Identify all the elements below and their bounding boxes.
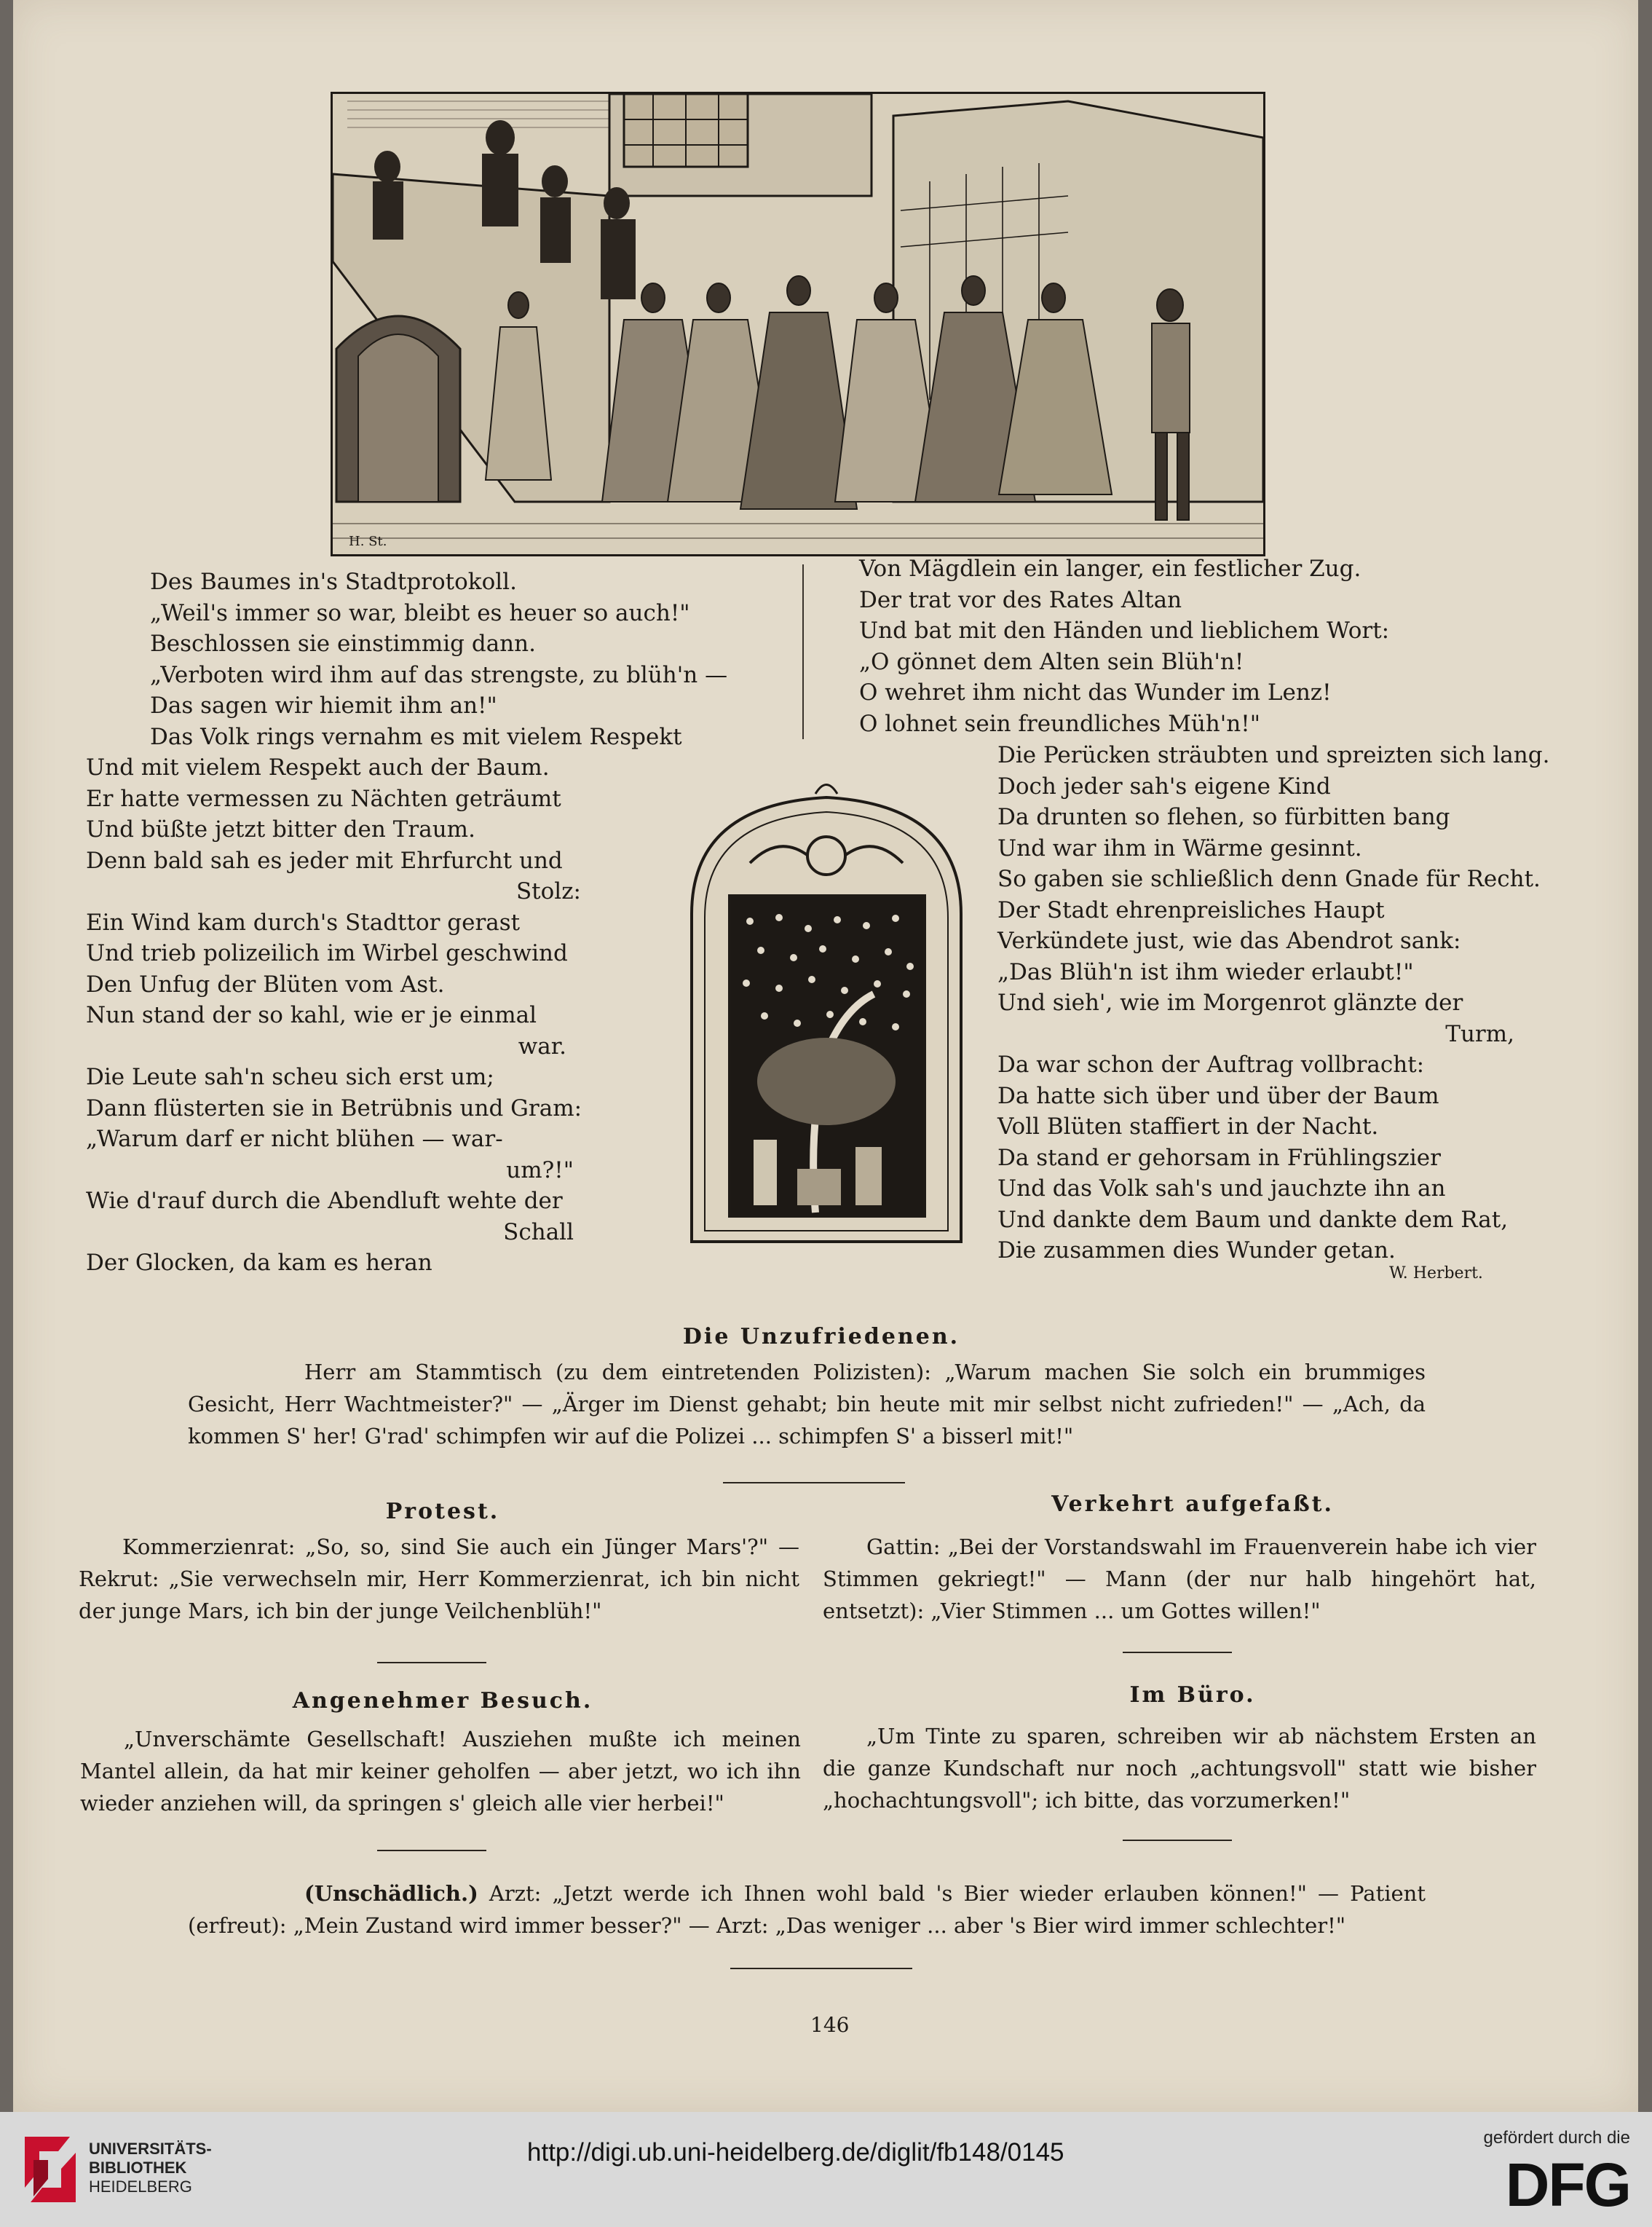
poem-line: Die zusammen dies Wunder getan. [997,1237,1396,1264]
joke-text-unschaedlich: Arzt: „Jetzt werde ich Ihnen wohl bald 's Bier wieder erlauben können!" — Patient (erfreut): „Mein Zustand wird immer besser?" — Arzt: „Das weniger ... aber 's Bier wird immer schlechter!" [188,1881,1426,1938]
column-divider [802,564,804,739]
poem-right-bottom [997,740,1550,1266]
poem-line: Da drunten so flehen, so fürbitten bang [997,804,1450,830]
section-rule [377,1850,486,1851]
poem-line: Die Perücken sträubten und spreizten sich lang. [997,742,1550,768]
poem-line: O lohnet sein freundliches Müh'n!" [859,710,1260,737]
poem-line: Ein Wind kam durch's Stadttor gerast [86,909,521,936]
poem-line: Wie d'rauf durch die Abendluft wehte der [86,1188,563,1214]
poem-line: Und war ihm in Wärme gesinnt. [997,835,1362,862]
poem-line: Und bat mit den Händen und lieblichem Wort: [859,618,1390,644]
joke-unschaedlich [188,1877,1426,1942]
poem-line: Beschlossen sie einstimmig dann. [150,631,536,657]
illustration-signature: H. St. [349,534,387,549]
poem-line: Und mit vielem Respekt auch der Baum. [86,754,550,781]
joke-text-protest: Kommerzienrat: „So, so, sind Sie auch ein Jünger Mars'?" — Rekrut: „Sie verwechseln mir, Herr Kommerzienrat, ich bin nicht der junge Mars, ich bin der junge Veilchenblüh!" [79,1534,799,1623]
poem-line: Der Stadt ehrenpreisliches Haupt [997,896,1385,923]
poem-line: war. [518,1033,566,1060]
poem-line: So gaben sie schließlich denn Gnade für Recht. [997,866,1541,892]
poem-line: Das Volk rings vernahm es mit vielem Respekt [150,723,682,750]
poem-line: „Das Blüh'n ist ihm wieder erlaubt!" [997,958,1414,985]
poem-line: Und trieb polizeilich im Wirbel geschwind [86,940,568,966]
poem-line: „O gönnet dem Alten sein Blüh'n! [859,648,1244,675]
section-rule [1123,1840,1232,1841]
poem-right-top [859,553,1514,739]
poem-line: „Verboten wird ihm auf das strengste, zu blüh'n — [150,661,728,688]
poem-line: Das sagen wir hiemit ihm an!" [150,693,497,719]
poem-line: Von Mägdlein ein langer, ein festlicher Zug. [859,556,1361,582]
joke-text-verkehrt: Gattin: „Bei der Vorstandswahl im Frauenverein habe ich vier Stimmen gekriegt!" — Mann (der nur halb hingehört hat, entsetzt): „Vier Stimmen ... um Gottes willen!" [823,1534,1536,1623]
poem-line: Den Unfug der Blüten vom Ast. [86,971,445,998]
poem-line: Die Leute sah'n scheu sich erst um; [86,1064,494,1090]
funding-note: gefördert durch die [1483,2128,1630,2148]
poem-line: Der Glocken, da kam es heran [86,1250,432,1276]
university-library-name [89,2140,212,2196]
poem-line: Denn bald sah es jeder mit Ehrfurcht und [86,847,563,874]
poem-line: Voll Blüten staffiert in der Nacht. [997,1114,1379,1140]
poem-line: Nun stand der so kahl, wie er je einmal [86,1002,537,1028]
scanned-page [13,0,1638,2112]
poem-line: Verkündete just, wie das Abendrot sank: [997,928,1461,954]
poem-left-column [86,567,728,1279]
poem-line: Und dankte dem Baum und dankte dem Rat, [997,1206,1509,1233]
joke-title-protest: Protest. [385,1499,500,1524]
poem-line: Des Baumes in's Stadtprotokoll. [150,569,517,595]
joke-title-besuch: Angenehmer Besuch. [292,1688,593,1714]
poem-line: Und das Volk sah's und jauchzte ihn an [997,1175,1446,1202]
viewer-footer [0,2112,1652,2227]
poem-line: Da war schon der Auftrag vollbracht: [997,1052,1425,1078]
poem-line: Doch jeder sah's eigene Kind [997,773,1331,800]
poem-line: Turm, [1445,1020,1514,1047]
framed-tree-illustration [670,776,983,1258]
poem-line: O wehret ihm nicht das Wunder im Lenz! [859,679,1332,706]
poem-line: um?!" [506,1156,574,1183]
top-illustration [331,92,1265,556]
section-rule [377,1662,486,1663]
joke-title-buero: Im Büro. [1129,1682,1256,1708]
poem-line: Und büßte jetzt bitter den Traum. [86,816,475,843]
poem-line: Dann flüsterten sie in Betrübnis und Gram: [86,1095,582,1122]
poem-line: Stolz: [515,878,581,904]
library-line: HEIDELBERG [89,2177,192,2196]
section-rule [730,1968,912,1969]
poem-line: „Weil's immer so war, bleibt es heuer so auch!" [150,599,690,626]
section-rule [723,1482,905,1483]
poem-line: Da hatte sich über und über der Baum [997,1082,1439,1109]
poem-line: Und sieh', wie im Morgenrot glänzte der [997,990,1463,1016]
joke-text-unzufriedenen: Herr am Stammtisch (zu dem eintretenden Polizisten): „Warum machen Sie solch ein brummiges Gesicht, Herr Wachtmeister?" — „Ärger im Dienst gehabt; bin heute mit mir selbst nicht zufrieden!" — „Ach, da kommen S' her! G'rad' schimpfen wir auf die Polizei ... schimpfen S' a bisserl mit!" [188,1360,1426,1448]
joke-title-unzufriedenen: Die Unzufriedenen. [682,1324,960,1349]
joke-title-verkehrt: Verkehrt aufgefaßt. [1051,1491,1334,1517]
page-number: 146 [810,2013,850,2037]
illustration-drawing [333,94,1263,554]
library-line: UNIVERSITÄTS- [89,2140,212,2158]
joke-title-unschaedlich: (Unschädlich.) [304,1881,478,1906]
poem-line: Da stand er gehorsam in Frühlingszier [997,1144,1441,1171]
permalink[interactable]: http://digi.ub.uni-heidelberg.de/diglit/fb148/0145 [527,2138,1064,2167]
dfg-logo: DFG [1505,2151,1630,2219]
joke-text-besuch: „Unverschämte Gesellschaft! Ausziehen mußte ich meinen Mantel allein, da hat mir keiner geholfen — aber jetzt, wo ich ihn wieder anziehen will, da springen s' gleich alle vier herbei!" [80,1727,801,1816]
section-rule [1123,1652,1232,1653]
poem-line: Der trat vor des Rates Altan [859,586,1182,613]
poem-line: Schall [503,1218,574,1245]
poem-line: Er hatte vermessen zu Nächten geträumt [86,785,561,812]
poem-author: W. Herbert. [1389,1264,1483,1282]
library-line: BIBLIOTHEK [89,2159,187,2177]
joke-text-buero: „Um Tinte zu sparen, schreiben wir ab nächstem Ersten an die ganze Kundschaft nur noch „achtungsvoll" statt wie bisher „hochachtungsvoll"; ich bitte, das vorzumerken!" [823,1724,1536,1813]
frame-drawing [670,776,983,1258]
university-library-logo-icon [19,2134,82,2205]
poem-line: „Warum darf er nicht blühen — war- [86,1126,503,1152]
